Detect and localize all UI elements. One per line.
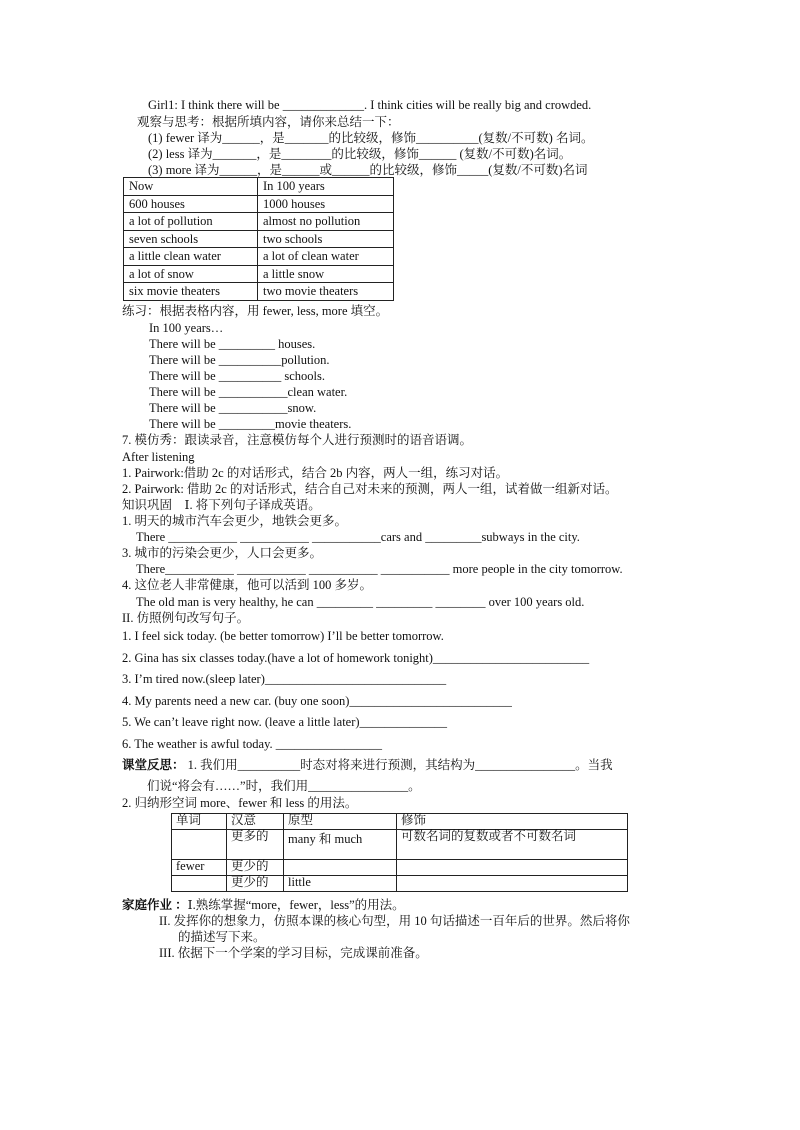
table-cell: six movie theaters bbox=[124, 283, 258, 301]
table-row bbox=[172, 814, 628, 830]
table-cell: a lot of snow bbox=[124, 265, 258, 283]
table-cell: 更少的 bbox=[227, 860, 284, 876]
homework-label: 家庭作业 ： bbox=[122, 898, 188, 912]
translate-2-en: There___________ ___________ ___________ ___________ more people in the city tomorrow. bbox=[136, 562, 623, 576]
table-row bbox=[124, 195, 394, 213]
table-row bbox=[124, 265, 394, 283]
table-cell: 单词 bbox=[172, 814, 227, 830]
girl-dialogue-line: Girl1: I think there will be _____________. I think cities will be really big and crowded. bbox=[148, 98, 592, 112]
table-cell: many 和 much bbox=[284, 830, 397, 860]
rewrite-line: 6. The weather is awful today. _________________ bbox=[122, 737, 383, 751]
translate-1-cn: 1. 明天的城市汽车会更少，地铁会更多。 bbox=[122, 514, 348, 528]
table-cell: 原型 bbox=[284, 814, 397, 830]
table-cell: 更少的 bbox=[227, 876, 284, 892]
table-cell: fewer bbox=[172, 860, 227, 876]
table-cell: a little snow bbox=[258, 265, 394, 283]
practice-line: There will be _________movie theaters. bbox=[149, 417, 352, 431]
table-cell bbox=[397, 876, 628, 892]
consolidation-heading: 知识巩固 Ⅰ. 将下列句子译成英语。 bbox=[122, 498, 321, 512]
table-row bbox=[172, 876, 628, 892]
table-cell: 可数名词的复数或者不可数名词 bbox=[397, 830, 628, 860]
question-fewer: (1) fewer 译为______，是_______的比较级，修饰__________(复数/不可数) 名词。 bbox=[148, 131, 594, 145]
homework-item-1: Ⅰ.熟练掌握“more，fewer，less”的用法。 bbox=[187, 898, 405, 912]
table-row bbox=[172, 830, 628, 860]
question-more: (3) more 译为______，是______或______的比较级，修饰_____(复数/不可数)名词 bbox=[148, 163, 588, 177]
reflection-line-3: 2. 归纳形空词 more、fewer 和 less 的用法。 bbox=[122, 796, 358, 810]
table-cell bbox=[284, 860, 397, 876]
table-row bbox=[124, 283, 394, 301]
translate-3-en: The old man is very healthy, he can _________ _________ ________ over 100 years old. bbox=[136, 595, 585, 609]
rewrite-line: 3. I’m tired now.(sleep later)_____________________________ bbox=[122, 672, 447, 686]
observe-heading: 观察与思考：根据所填内容，请你来总结一下： bbox=[137, 115, 400, 129]
after-listening-title: After listening bbox=[122, 450, 195, 464]
now-vs-future-table bbox=[123, 177, 394, 301]
reflection-text: 1. 我们用__________时态对将来进行预测，其结构为________________。当我 bbox=[184, 758, 613, 772]
table-cell: seven schools bbox=[124, 230, 258, 248]
practice-line: There will be ___________snow. bbox=[149, 401, 317, 415]
reflection-line-2: 们说“将会有……”时，我们用________________。 bbox=[147, 779, 421, 793]
table-cell: a little clean water bbox=[124, 248, 258, 266]
practice-line: There will be ___________clean water. bbox=[149, 385, 348, 399]
table-cell: 汉意 bbox=[227, 814, 284, 830]
practice-line: There will be __________ schools. bbox=[149, 369, 326, 383]
table-cell: a lot of pollution bbox=[124, 213, 258, 231]
practice-intro: In 100 years… bbox=[149, 321, 224, 335]
translate-2-cn: 3. 城市的污染会更少，人口会更多。 bbox=[122, 546, 323, 560]
table-cell: 更多的 bbox=[227, 830, 284, 860]
table-cell: 修饰 bbox=[397, 814, 628, 830]
homework-item-2: II. 发挥你的想象力，仿照本课的核心句型，用 10 句话描述一百年后的世界。然后将你 bbox=[159, 914, 630, 928]
table-cell: a lot of clean water bbox=[258, 248, 394, 266]
rewrite-line: 2. Gina has six classes today.(have a lot of homework tonight)_________________________ bbox=[122, 651, 590, 665]
more-fewer-less-table bbox=[171, 813, 628, 892]
table-cell: two movie theaters bbox=[258, 283, 394, 301]
table-row bbox=[124, 213, 394, 231]
rewrite-heading: II. 仿照例句改写句子。 bbox=[122, 611, 250, 625]
table-row bbox=[124, 230, 394, 248]
table-cell: Now bbox=[124, 178, 258, 196]
reflection-label: 课堂反思： bbox=[122, 758, 185, 772]
homework-item-2-cont: 的描述写下来。 bbox=[178, 930, 266, 944]
rewrite-line: 5. We can’t leave right now. (leave a little later)______________ bbox=[122, 715, 448, 729]
table-cell: In 100 years bbox=[258, 178, 394, 196]
rewrite-line: 1. I feel sick today. (be better tomorrow) I’ll be better tomorrow. bbox=[122, 629, 444, 643]
table-row bbox=[172, 860, 628, 876]
imitation-section: 7. 模仿秀：跟读录音，注意模仿每个人进行预测时的语音语调。 bbox=[122, 433, 473, 447]
table-row bbox=[124, 248, 394, 266]
pairwork-2: 2. Pairwork: 借助 2c 的对话形式，结合自己对未来的预测，两人一组，试着做一组新对话。 bbox=[122, 482, 618, 496]
question-less: (2) less 译为_______，是________的比较级，修饰______ (复数/不可数)名词。 bbox=[148, 147, 572, 161]
homework-item-3: III. 依据下一个学案的学习目标，完成课前准备。 bbox=[159, 946, 428, 960]
table-cell: little bbox=[284, 876, 397, 892]
homework-line-1 bbox=[122, 899, 405, 912]
table-cell bbox=[172, 830, 227, 860]
practice-line: There will be __________pollution. bbox=[149, 353, 330, 367]
translate-1-en: There ___________ ___________ ___________cars and _________subways in the city. bbox=[136, 530, 580, 544]
table-cell bbox=[397, 860, 628, 876]
table-cell: two schools bbox=[258, 230, 394, 248]
pairwork-1: 1. Pairwork:借助 2c 的对话形式，结合 2b 内容，两人一组，练习对话。 bbox=[122, 466, 509, 480]
reflection-line-1 bbox=[122, 759, 613, 772]
table-cell: almost no pollution bbox=[258, 213, 394, 231]
table-row bbox=[124, 178, 394, 196]
rewrite-line: 4. My parents need a new car. (buy one soon)__________________________ bbox=[122, 694, 512, 708]
practice-heading: 练习：根据表格内容，用 fewer, less, more 填空。 bbox=[122, 304, 389, 318]
table-cell: 600 houses bbox=[124, 195, 258, 213]
practice-line: There will be _________ houses. bbox=[149, 337, 316, 351]
table-cell bbox=[172, 876, 227, 892]
table-cell: 1000 houses bbox=[258, 195, 394, 213]
translate-3-cn: 4. 这位老人非常健康，他可以活到 100 多岁。 bbox=[122, 578, 373, 592]
